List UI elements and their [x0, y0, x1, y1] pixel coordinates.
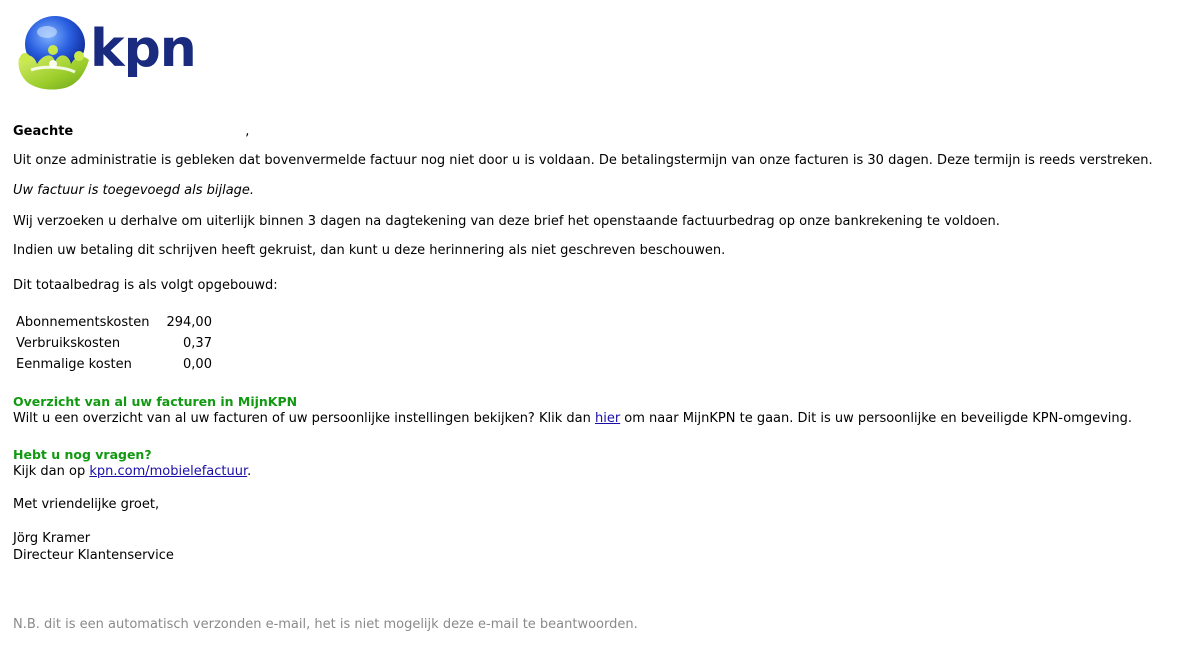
table-row: [13, 354, 215, 375]
cost-amount: 0,37: [183, 336, 212, 351]
cost-breakdown-table: [13, 312, 215, 375]
overview-heading: Overzicht van al uw facturen in MijnKPN: [13, 394, 298, 409]
cost-amount: 0,00: [183, 357, 212, 372]
paragraph-overdue: Uit onze administratie is gebleken dat bovenvermelde factuur nog niet door u is voldaan. De betalingstermijn van onze facturen is 30 dagen. Deze termijn is reeds verstreken.: [13, 153, 1153, 168]
paragraph-attachment: Uw factuur is toegevoegd als bijlage.: [13, 183, 255, 198]
greeting: [13, 124, 249, 140]
questions-text-before: Kijk dan op: [13, 464, 90, 479]
signature-name: Jörg Kramer: [13, 531, 91, 546]
footer-note: N.B. dit is een automatisch verzonden e-mail, het is niet mogelijk deze e-mail te beantwoorden.: [13, 617, 638, 632]
mobielefactuur-link[interactable]: kpn.com/mobielefactuur: [89, 464, 248, 479]
greeting-comma: ,: [245, 124, 250, 139]
signature-title: Directeur Klantenservice: [13, 548, 174, 563]
paragraph-breakdown-intro: Dit totaalbedrag is als volgt opgebouwd:: [13, 278, 278, 293]
cost-label: Verbruikskosten: [16, 336, 121, 351]
paragraph-request: Wij verzoeken u derhalve om uiterlijk binnen 3 dagen na dagtekening van deze brief het openstaande factuurbedrag op onze bankrekening te voldoen.: [13, 214, 1000, 229]
greeting-label: Geachte: [13, 124, 74, 139]
closing: Met vriendelijke groet,: [13, 497, 160, 512]
questions-heading: Hebt u nog vragen?: [13, 447, 152, 462]
questions-text: [13, 464, 251, 480]
kpn-logo: [13, 14, 196, 92]
cost-amount: 294,00: [166, 315, 212, 330]
kpn-wordmark: kpn: [90, 19, 196, 79]
overview-text-after: om naar MijnKPN te gaan. Dit is uw persoonlijke en beveiligde KPN-omgeving.: [620, 411, 1133, 426]
overview-text: [13, 411, 1132, 427]
overview-text-before: Wilt u een overzicht van al uw facturen of uw persoonlijke instellingen bekijken? Klik dan: [13, 411, 595, 426]
mijnkpn-link[interactable]: hier: [594, 411, 621, 426]
paragraph-crossed: Indien uw betaling dit schrijven heeft gekruist, dan kunt u deze herinnering als niet geschreven beschouwen.: [13, 243, 726, 258]
cost-label: Eenmalige kosten: [16, 357, 132, 372]
kpn-crown-icon: [13, 14, 93, 92]
questions-text-after: .: [247, 464, 252, 479]
cost-label: Abonnementskosten: [16, 315, 150, 330]
table-row: [13, 333, 215, 354]
table-row: [13, 312, 215, 333]
